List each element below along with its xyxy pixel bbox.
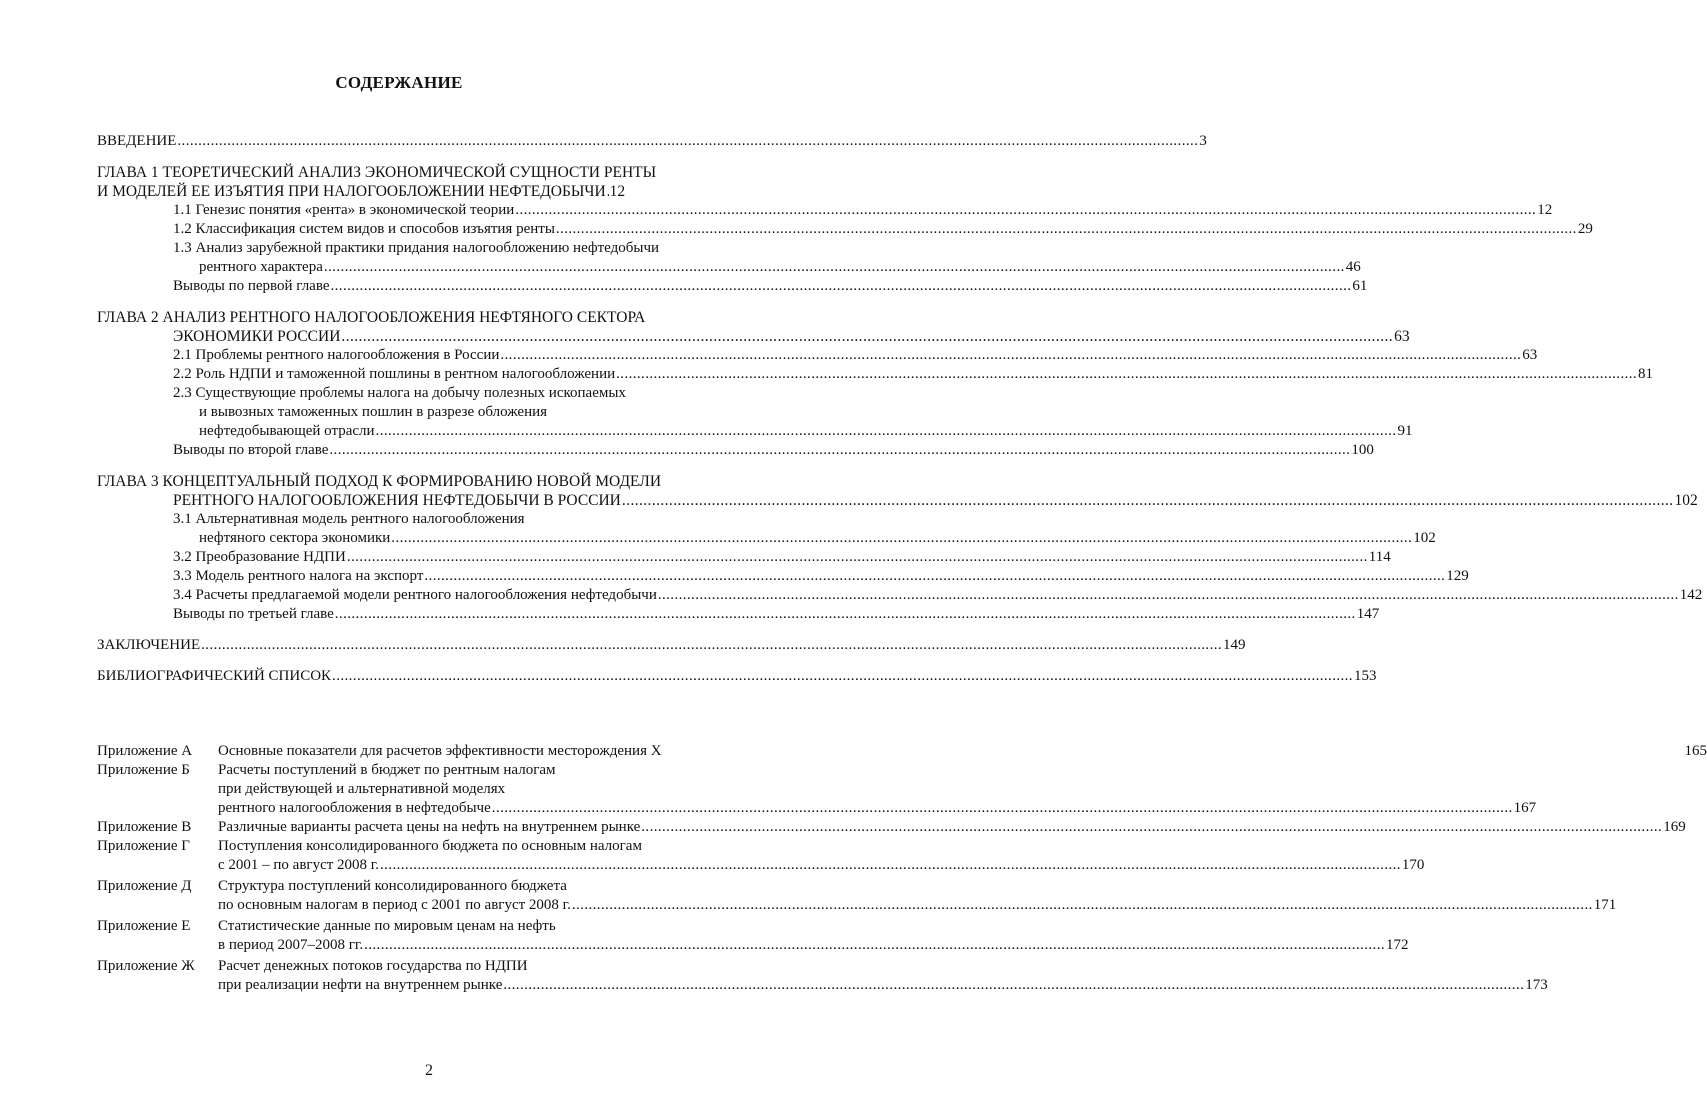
toc-entry-text: 3.4 Расчеты предлагаемой модели рентного налогообложения нефтедобычи <box>173 587 657 603</box>
toc-entry-text: Выводы по третьей главе <box>173 606 334 622</box>
toc-page-number: 171 <box>1593 897 1617 913</box>
toc-page-number: 170 <box>1401 857 1425 873</box>
leader-dots <box>391 529 1412 548</box>
toc-entry-text: ЭКОНОМИКИ РОССИИ <box>173 328 341 345</box>
toc-entry-text: нефтяного сектора экономики <box>199 530 391 546</box>
leader-dots <box>515 201 1536 220</box>
leader-dots <box>641 818 1662 837</box>
toc-entry-text: нефтедобывающей отрасли <box>199 423 375 439</box>
toc-entry-text: при реализации нефти на внутреннем рынке <box>218 977 503 993</box>
appendix-v <box>97 818 1686 837</box>
section-1-2 <box>97 220 1593 239</box>
section-3-1-cont <box>97 529 1436 548</box>
toc-entry-text: 1.1 Генезис понятия «рента» в экономической теории <box>173 202 515 218</box>
chapter-3-heading: ГЛАВА 3 КОНЦЕПТУАЛЬНЫЙ ПОДХОД К ФОРМИРОВАНИЮ НОВОЙ МОДЕЛИ <box>97 473 662 490</box>
appendix-label: Приложение Г <box>97 838 190 854</box>
toc-page-number: 173 <box>1525 977 1548 993</box>
leader-dots <box>177 132 1198 151</box>
section-3-1: 3.1 Альтернативная модель рентного налогообложения <box>173 511 525 527</box>
toc-page-number: 153 <box>1353 668 1377 684</box>
section-3-3 <box>97 567 1469 586</box>
appendix-title-cont <box>218 936 1409 955</box>
toc-page-number: 100 <box>1351 442 1374 458</box>
toc-entry-text: Выводы по второй главе <box>173 442 329 458</box>
appendix-title: Расчеты поступлений в бюджет по рентным налогам <box>218 762 556 778</box>
leader-dots <box>347 548 1368 567</box>
appendix-list <box>97 742 1707 995</box>
leader-dots <box>622 491 1674 510</box>
toc-entry-text: Основные показатели для расчетов эффективности месторождения Х <box>218 743 662 759</box>
appendix-title: Статистические данные по мировым ценам на нефть <box>218 918 556 934</box>
toc-entry-text: 3.2 Преобразование НДПИ <box>173 549 346 565</box>
appendix-label: Приложение В <box>97 819 192 835</box>
toc-entry-text: по основным налогам в период с 2001 по август 2008 г. <box>218 897 571 913</box>
appendix-title-cont: при действующей и альтернативной моделях <box>218 781 506 797</box>
leader-dots <box>607 182 609 201</box>
toc-page-number: 142 <box>1679 587 1703 603</box>
toc-entry-text: 2.2 Роль НДПИ и таможенной пошлины в рентном налогообложении <box>173 366 616 382</box>
leader-dots <box>331 277 1352 296</box>
toc-entry-text: ВВЕДЕНИЕ <box>97 133 177 149</box>
toc-entry-text: рентного налогообложения в нефтедобыче <box>218 800 491 816</box>
section-2-2 <box>97 365 1654 384</box>
chapter-2-heading-cont <box>97 327 1410 346</box>
chapter-2-summary <box>97 441 1374 460</box>
appendix-title: Расчет денежных потоков государства по НДПИ <box>218 958 528 974</box>
appendix-title-cont <box>218 799 1537 818</box>
toc-entry-text: ЗАКЛЮЧЕНИЕ <box>97 637 201 653</box>
appendix-e <box>97 917 1409 955</box>
toc-page-number: 165 <box>1684 743 1707 759</box>
page-number: 2 <box>425 1062 433 1079</box>
chapter-3-summary <box>97 605 1380 624</box>
toc-page-number: 29 <box>1577 221 1593 237</box>
toc-entry-text: рентного характера <box>199 259 323 275</box>
leader-dots <box>658 586 1679 605</box>
chapter-1-heading: ГЛАВА 1 ТЕОРЕТИЧЕСКИЙ АНАЛИЗ ЭКОНОМИЧЕСКОЙ СУЩНОСТИ РЕНТЫ <box>97 164 657 181</box>
leader-dots <box>364 936 1385 955</box>
toc-page-number: 102 <box>1674 492 1698 509</box>
appendix-title <box>218 742 1707 761</box>
section-2-3-cont2 <box>97 422 1413 441</box>
page-title: СОДЕРЖАНИЕ <box>335 73 463 92</box>
appendix-title-cont <box>218 856 1425 875</box>
leader-dots <box>500 346 1521 365</box>
toc-entry-text: 3.3 Модель рентного налога на экспорт <box>173 568 424 584</box>
toc-page-number: 63 <box>1522 347 1538 363</box>
chapter-2-heading: ГЛАВА 2 АНАЛИЗ РЕНТНОГО НАЛОГООБЛОЖЕНИЯ НЕФТЯНОГО СЕКТОРА <box>97 309 646 326</box>
leader-dots <box>503 976 1524 995</box>
appendix-label: Приложение Ж <box>97 958 195 974</box>
toc-conclusion <box>97 636 1246 655</box>
leader-dots <box>380 856 1401 875</box>
toc-entry-text: 2.1 Проблемы рентного налогообложения в России <box>173 347 500 363</box>
appendix-label: Приложение Б <box>97 762 190 778</box>
appendix-b <box>97 761 1537 818</box>
section-2-3: 2.3 Существующие проблемы налога на добычу полезных ископаемых <box>173 385 626 401</box>
leader-dots <box>335 605 1356 624</box>
toc-page-number: 172 <box>1386 937 1409 953</box>
toc-page-number: 12 <box>609 183 626 200</box>
toc-entry-text: И МОДЕЛЕЙ ЕЕ ИЗЪЯТИЯ ПРИ НАЛОГООБЛОЖЕНИИ НЕФТЕДОБЫЧИ <box>97 183 606 200</box>
leader-dots <box>424 567 1445 586</box>
toc-bibliography <box>97 667 1377 686</box>
section-2-1 <box>97 346 1538 365</box>
toc-entry-text: БИБЛИОГРАФИЧЕСКИЙ СПИСОК <box>97 668 332 684</box>
toc-entry-text: Различные варианты расчета цены на нефть на внутреннем рынке <box>218 819 641 835</box>
chapter-1-summary <box>97 277 1368 296</box>
toc-page-number: 169 <box>1663 819 1686 835</box>
toc-page-number: 3 <box>1199 133 1207 149</box>
leader-dots <box>572 896 1593 915</box>
leader-dots <box>376 422 1397 441</box>
appendix-title-cont <box>218 976 1548 995</box>
toc-page-number: 102 <box>1413 530 1436 546</box>
appendix-a <box>97 742 1707 761</box>
toc-page-number: 46 <box>1345 259 1361 275</box>
appendix-title: Структура поступлений консолидированного бюджета <box>218 878 567 894</box>
toc-page-number: 61 <box>1352 278 1368 294</box>
appendix-title-cont <box>218 896 1617 915</box>
appendix-label: Приложение Д <box>97 878 192 894</box>
toc-entry-text: с 2001 – по август 2008 г. <box>218 857 380 873</box>
leader-dots <box>201 636 1222 655</box>
leader-dots <box>324 258 1345 277</box>
appendix-title <box>218 818 1686 837</box>
section-1-1 <box>97 201 1553 220</box>
appendix-label: Приложение Е <box>97 918 191 934</box>
section-1-3-cont <box>97 258 1361 277</box>
toc-page-number: 149 <box>1223 637 1246 653</box>
toc-page-number: 147 <box>1356 606 1380 622</box>
leader-dots <box>329 441 1350 460</box>
toc-page-number: 12 <box>1537 202 1553 218</box>
toc-entry-text: Выводы по первой главе <box>173 278 330 294</box>
section-3-4 <box>97 586 1703 605</box>
chapter-3-heading-cont <box>97 491 1698 510</box>
chapter-1-heading-cont <box>97 182 764 201</box>
leader-dots <box>616 365 1637 384</box>
leader-dots <box>492 799 1513 818</box>
toc-page-number: 63 <box>1394 328 1410 345</box>
leader-dots <box>332 667 1353 686</box>
toc-entry-text: 1.2 Классификация систем видов и способов изъятия ренты <box>173 221 555 237</box>
appendix-g <box>97 837 1425 875</box>
section-3-2 <box>97 548 1391 567</box>
toc-page-number: 91 <box>1397 423 1413 439</box>
toc-page-number: 114 <box>1368 549 1391 565</box>
toc-page-number: 129 <box>1446 568 1469 584</box>
table-of-contents <box>97 132 1703 686</box>
toc-intro <box>97 132 1207 151</box>
section-1-3: 1.3 Анализ зарубежной практики придания налогообложению нефтедобычи <box>173 240 660 256</box>
toc-page-number: 81 <box>1638 366 1654 382</box>
appendix-d <box>97 877 1617 915</box>
toc-entry-text: РЕНТНОГО НАЛОГООБЛОЖЕНИЯ НЕФТЕДОБЫЧИ В РОССИИ <box>173 492 621 509</box>
section-2-3-cont: и вывозных таможенных пошлин в разрезе обложения <box>199 404 548 420</box>
appendix-title: Поступления консолидированного бюджета по основным налогам <box>218 838 642 854</box>
appendix-zh <box>97 957 1548 995</box>
toc-page-number: 167 <box>1513 800 1537 816</box>
leader-dots <box>341 327 1393 346</box>
toc-entry-text: в период 2007–2008 гг. <box>218 937 364 953</box>
appendix-label: Приложение А <box>97 743 193 759</box>
leader-dots <box>556 220 1577 239</box>
